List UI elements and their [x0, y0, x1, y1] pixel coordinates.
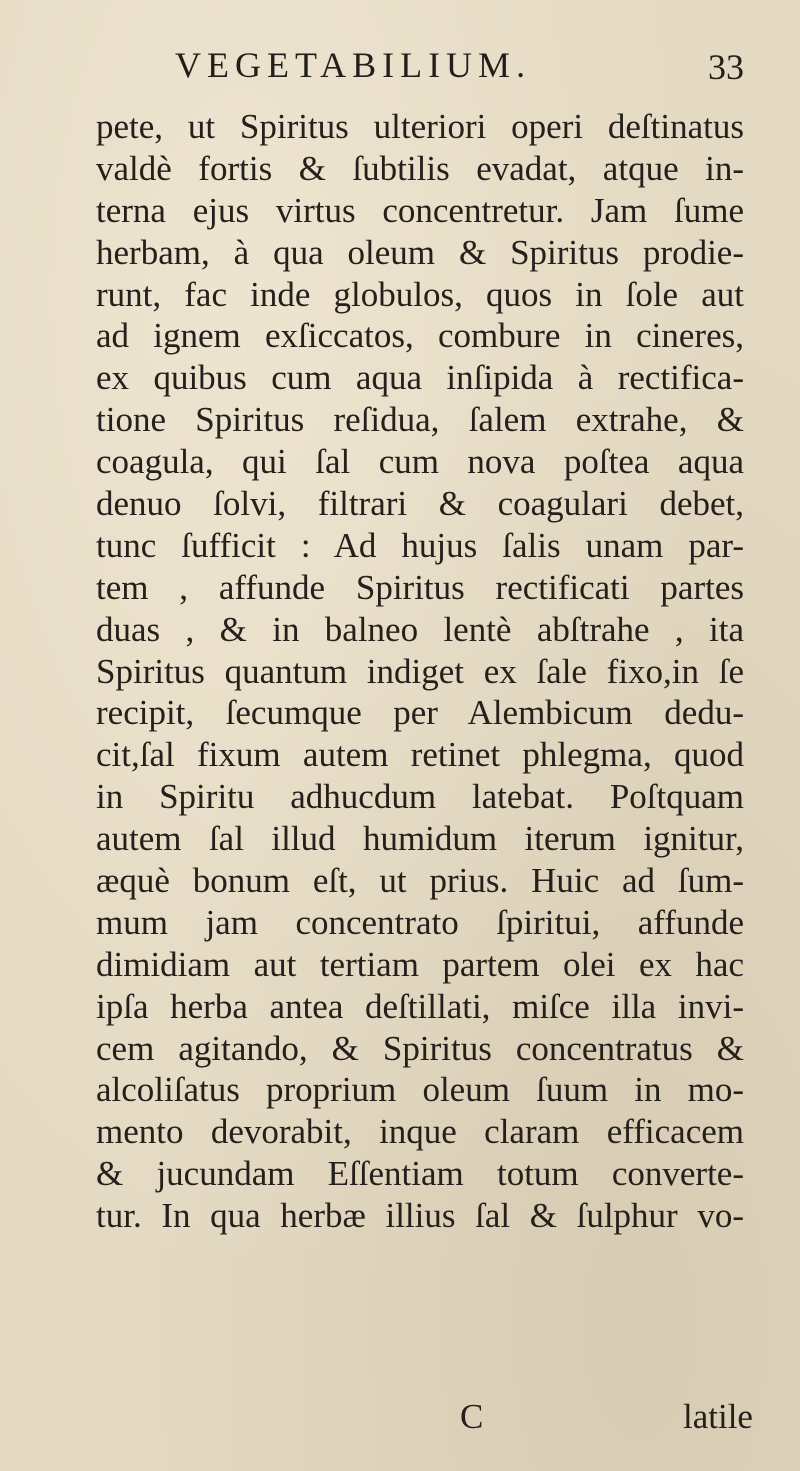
page-header	[0, 40, 800, 100]
text-line: ad ignem exſiccatos, combure in cineres,	[96, 316, 744, 356]
text-line: mento devorabit, inque claram efficacem	[96, 1112, 744, 1152]
text-line: recipit, ſecumque per Alembicum dedu-	[96, 693, 744, 733]
text-line: cit,ſal fixum autem retinet phlegma, quod	[96, 735, 744, 775]
text-line: tur. In qua herbæ illius ſal & ſulphur vo-	[96, 1196, 744, 1236]
text-line: tunc ſufficit : Ad hujus ſalis unam par-	[96, 525, 744, 565]
text-line: ipſa herba antea deſtillati, miſce illa invi-	[96, 986, 744, 1026]
page-footer	[0, 1397, 800, 1441]
signature-mark: C	[460, 1397, 484, 1436]
text-line: duas , & in balneo lentè abſtrahe , ita	[96, 609, 744, 649]
text-line: autem ſal illud humidum iterum ignitur,	[96, 819, 744, 859]
text-line: & jucundam Eſſentiam totum converte-	[96, 1154, 744, 1194]
text-line: Spiritus quantum indiget ex ſale fixo,in ſe	[96, 651, 744, 691]
text-line: cem agitando, & Spiritus concentratus &	[96, 1028, 744, 1068]
text-line: mum jam concentrato ſpiritui, affunde	[96, 902, 744, 942]
catchword: latile	[683, 1397, 753, 1436]
text-line: in Spiritu adhucdum latebat. Poſtquam	[96, 777, 744, 817]
running-title: VEGETABILIUM.	[175, 45, 532, 85]
text-line: æquè bonum eſt, ut prius. Huic ad ſum-	[96, 861, 744, 901]
text-line: tione Spiritus reſidua, ſalem extrahe, &	[96, 400, 744, 440]
text-line: alcoliſatus proprium oleum ſuum in mo-	[96, 1070, 744, 1110]
text-line: coagula, qui ſal cum nova poſtea aqua	[96, 442, 744, 482]
text-line: ex quibus cum aqua inſipida à rectifica-	[96, 358, 744, 398]
text-line: terna ejus virtus concentretur. Jam ſume	[96, 190, 744, 230]
text-line: tem , affunde Spiritus rectificati partes	[96, 567, 744, 607]
text-line: pete, ut Spiritus ulteriori operi deſtinatus	[96, 107, 744, 146]
body-text	[96, 106, 744, 1237]
text-line: denuo ſolvi, filtrari & coagulari debet,	[96, 484, 744, 524]
text-line: herbam, à qua oleum & Spiritus prodie-	[96, 232, 744, 272]
text-line: valdè fortis & ſubtilis evadat, atque in-	[96, 148, 744, 188]
text-line: dimidiam aut tertiam partem olei ex hac	[96, 944, 744, 984]
page-number: 33	[708, 47, 744, 87]
text-line: runt, fac inde globulos, quos in ſole aut	[96, 274, 744, 314]
